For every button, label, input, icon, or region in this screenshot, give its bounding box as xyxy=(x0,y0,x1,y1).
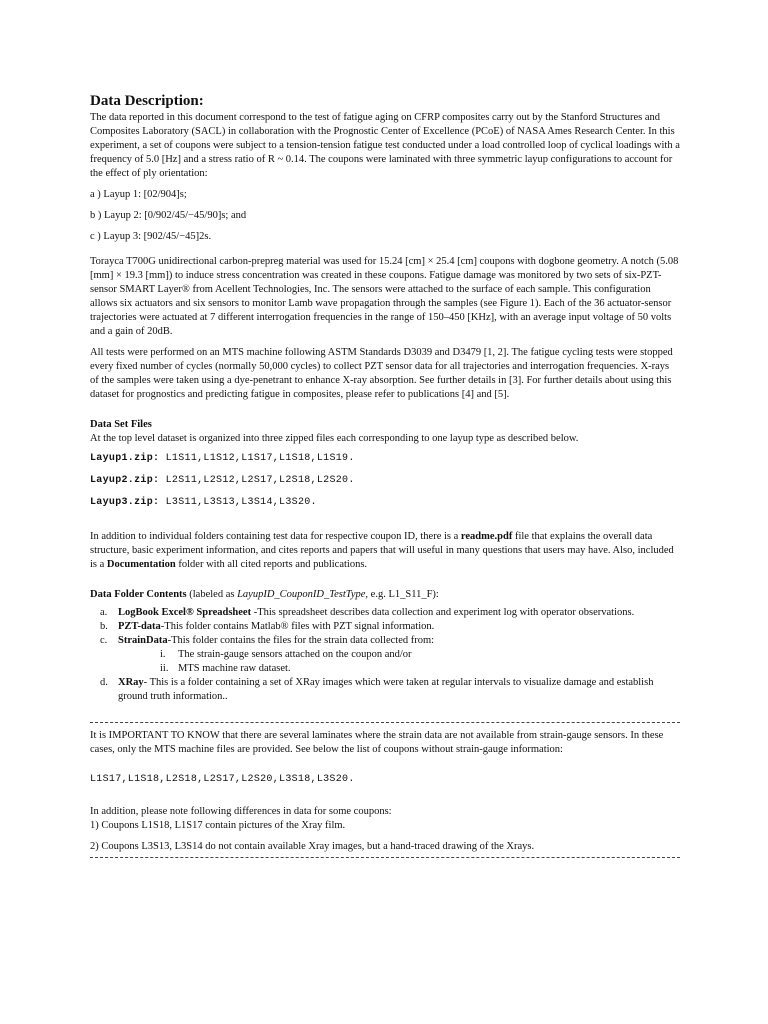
zip-file-name: Layup2.zip: xyxy=(90,475,160,486)
no-strain-coupon-list: L1S17,L1S18,L2S18,L2S17,L2S20,L3S18,L3S20. xyxy=(90,774,355,785)
files-intro: At the top level dataset is organized into three zipped files each corresponding to one layup type as described below. xyxy=(90,433,579,444)
layup-item-3: c ) Layup 3: [902/45/−45]2s. xyxy=(90,231,212,242)
readme-file-name: readme.pdf xyxy=(460,531,513,542)
list-marker: c. xyxy=(100,635,108,646)
sublist-item xyxy=(118,662,680,676)
tests-paragraph: All tests were performed on an MTS machine following ASTM Standards D3039 and D3479 [1, 2]. The fatigue cycling tests were stopped every fixed number of cycles (normally 50,000 cycles) to collect PZT sensor data for all trajectories and interrogation frequencies. X-rays of the samples were taken using a dye-penetrant to enhance X-ray absorption. See further details in [3]. For further details about using this dataset for prognostics and predicting fatigue in composites, please refer to publications [4] and [5]. xyxy=(90,347,673,400)
zip-file-name: Layup3.zip: xyxy=(90,497,160,508)
sublist-marker: ii. xyxy=(160,663,169,674)
list-item-text: -This spreadsheet describes data collection and experiment log with operator observations. xyxy=(251,607,635,618)
dashed-divider-bottom xyxy=(90,857,680,858)
sublist-item-text: The strain-gauge sensors attached on the coupon and/or xyxy=(178,649,412,660)
list-item-title: PZT-data xyxy=(118,621,161,632)
layup-item-1: a ) Layup 1: [02/904]s; xyxy=(90,189,187,200)
dashed-divider-top xyxy=(90,722,680,723)
list-item xyxy=(90,676,680,704)
differences-intro: In addition, please note following differences in data for some coupons: xyxy=(90,806,392,817)
list-marker: b. xyxy=(100,621,108,632)
material-paragraph: Torayca T700G unidirectional carbon-prepreg material was used for 15.24 [cm] × 25.4 [cm] coupons with dogbone geometry. A notch (5.08 [mm] × 19.3 [mm]) to induce stress concentration was created in these coupons. Fatigue damage was monitored by two sets of six-PZT-sensor SMART Layer® from Acellent Technologies, Inc. The sensors were attached to the surface of each sample. This configuration allows six actuators and six sensors to monitor Lamb wave propagation through the samples (see Figure 1). Each of the 36 actuator-sensor trajectories were actuated at 7 different interrogation frequencies in the range of 150–450 [KHz], with an average input voltage of 50 volts and a gain of 20dB. xyxy=(90,256,679,337)
folder-heading-post: , e.g. L1_S11_F): xyxy=(365,589,439,600)
list-item-title: StrainData xyxy=(118,635,168,646)
page-title: Data Description: xyxy=(90,93,204,109)
document-page xyxy=(90,92,680,858)
list-item-text: -This folder contains the files for the strain data collected from: xyxy=(167,635,435,646)
intro-paragraph: The data reported in this document correspond to the test of fatigue aging on CFRP composites carry out by the Stanford Structures and Composites Laboratory (SACL) in collaboration with the Prognostic Center of Excellence (PCoE) of NASA Ames Research Center. In this experiment, a set of coupons were subject to a tension-tension fatigue test conducted under a load controlled loop of cyclical loadings with a frequency of 5.0 [Hz] and a stress ratio of R ~ 0.14. The coupons were laminated with three symmetric layup configurations to account for the effect of ply orientation: xyxy=(90,112,680,179)
folder-heading-title: Data Folder Contents xyxy=(90,589,187,600)
list-marker: d. xyxy=(100,677,108,688)
list-item-text: - This is a folder containing a set of XRay images which were taken at regular intervals to visualize damage and establish ground truth information.. xyxy=(118,677,654,702)
list-item xyxy=(90,606,680,620)
zip-file-coupons: L2S11,L2S12,L2S17,L2S18,L2S20. xyxy=(165,475,355,486)
list-marker: a. xyxy=(100,607,108,618)
files-heading: Data Set Files xyxy=(90,419,152,430)
readme-paragraph xyxy=(90,530,680,572)
folder-heading-label: LayupID_CouponID_TestType xyxy=(237,589,366,600)
layup-item-2: b ) Layup 2: [0/902/45/−45/90]s; and xyxy=(90,210,247,221)
folder-contents-list xyxy=(90,606,680,704)
difference-item-1: 1) Coupons L1S18, L1S17 contain pictures of the Xray film. xyxy=(90,820,346,831)
sublist-marker: i. xyxy=(160,649,166,660)
readme-text-mid: file that explains the overall data structure, basic experiment information, and cites reports and papers that will useful in many questions that users may have. Also, included is a xyxy=(90,531,674,570)
list-item xyxy=(90,620,680,634)
readme-text-pre: In addition to individual folders containing test data for respective coupon ID, there is a xyxy=(90,531,461,542)
zip-file-entry xyxy=(90,496,680,510)
folder-contents-heading xyxy=(90,588,680,602)
list-item-title: LogBook Excel® Spreadsheet xyxy=(118,607,252,618)
zip-file-entry xyxy=(90,452,680,466)
documentation-folder-name: Documentation xyxy=(106,559,176,570)
folder-heading-pre: (labeled as xyxy=(186,589,238,600)
zip-file-entry xyxy=(90,474,680,488)
zip-file-coupons: L1S11,L1S12,L1S17,L1S18,L1S19. xyxy=(165,453,355,464)
strain-data-sublist xyxy=(118,648,680,676)
readme-text-post: folder with all cited reports and publications. xyxy=(175,559,368,570)
list-item xyxy=(90,634,680,676)
list-item-title: XRay xyxy=(118,677,144,688)
zip-file-coupons: L3S11,L3S13,L3S14,L3S20. xyxy=(165,497,317,508)
important-paragraph: It is IMPORTANT TO KNOW that there are several laminates where the strain data are not available from strain-gauge sensors. In these cases, only the MTS machine files are provided. See below the list of coupons without strain-gauge information: xyxy=(90,730,664,755)
sublist-item-text: MTS machine raw dataset. xyxy=(178,663,291,674)
zip-file-name: Layup1.zip: xyxy=(90,453,160,464)
sublist-item xyxy=(118,648,680,662)
difference-item-2: 2) Coupons L3S13, L3S14 do not contain available Xray images, but a hand-traced drawing of the Xrays. xyxy=(90,841,535,852)
list-item-text: -This folder contains Matlab® files with PZT signal information. xyxy=(160,621,435,632)
